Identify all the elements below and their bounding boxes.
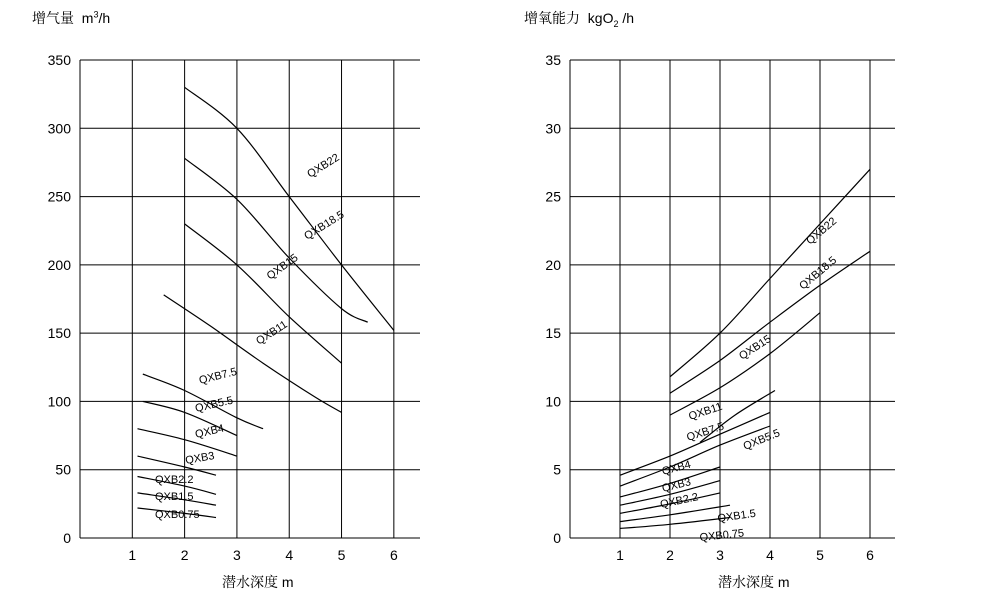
svg-text:QXB7.5: QXB7.5 [685, 420, 726, 444]
svg-text:150: 150 [47, 325, 71, 342]
left-y-axis-unit: m [81, 10, 94, 26]
left-y-axis-unit-exponent: 3 [93, 9, 99, 20]
svg-text:4: 4 [766, 547, 774, 563]
chart-aeration-volume [0, 0, 490, 616]
svg-text:5: 5 [553, 461, 561, 478]
svg-text:QXB4: QXB4 [193, 422, 226, 441]
left-y-axis-unit-tail: /h [98, 10, 111, 26]
svg-text:20: 20 [545, 256, 561, 273]
left-y-axis-title-text: 增气量 [32, 10, 74, 26]
svg-text:QXB0.75: QXB0.75 [699, 527, 745, 544]
svg-text:QXB0.75: QXB0.75 [155, 509, 200, 521]
right-y-axis-unit-tail: /h [622, 10, 635, 26]
svg-text:QXB22: QXB22 [305, 151, 342, 181]
svg-text:QXB3: QXB3 [660, 476, 693, 495]
svg-text:QXB5.5: QXB5.5 [193, 394, 235, 415]
svg-text:25: 25 [545, 188, 561, 205]
left-chart-y-axis-title [32, 8, 110, 28]
svg-text:QXB3: QXB3 [184, 450, 216, 467]
svg-text:0: 0 [553, 530, 561, 546]
chart-oxygenation-capacity [490, 0, 981, 616]
svg-text:QXB1.5: QXB1.5 [716, 507, 757, 525]
svg-text:3: 3 [233, 547, 241, 563]
svg-text:5: 5 [816, 547, 824, 563]
svg-text:300: 300 [47, 120, 71, 137]
right-y-axis-unit: kgO [587, 10, 614, 26]
svg-text:30: 30 [545, 120, 561, 137]
right-y-axis-title-text: 增氧能力 [524, 10, 580, 26]
svg-text:6: 6 [866, 547, 874, 563]
svg-text:2: 2 [180, 547, 189, 563]
svg-text:QXB11: QXB11 [254, 318, 290, 348]
left-chart-plot [0, 0, 490, 616]
svg-text:0: 0 [63, 530, 71, 546]
svg-text:QXB1.5: QXB1.5 [155, 491, 194, 503]
svg-text:QXB2.2: QXB2.2 [155, 474, 194, 486]
svg-text:35: 35 [545, 52, 561, 68]
svg-text:1: 1 [128, 547, 137, 563]
svg-text:QXB15: QXB15 [264, 251, 301, 283]
svg-text:QXB2.2: QXB2.2 [659, 491, 700, 511]
svg-text:350: 350 [47, 52, 71, 68]
svg-text:QXB4: QXB4 [660, 458, 693, 478]
right-chart-x-axis-title: 潜水深度 m [718, 574, 790, 590]
left-chart-x-axis-title: 潜水深度 m [222, 574, 294, 590]
svg-text:QXB5.5: QXB5.5 [741, 427, 782, 453]
svg-text:QXB22: QXB22 [804, 215, 840, 248]
svg-text:QXB7.5: QXB7.5 [197, 365, 239, 387]
svg-text:6: 6 [389, 547, 398, 563]
svg-text:250: 250 [47, 188, 71, 205]
svg-text:4: 4 [285, 547, 294, 563]
svg-text:2: 2 [666, 547, 674, 563]
svg-text:5: 5 [337, 547, 346, 563]
svg-text:10: 10 [545, 393, 561, 410]
svg-text:QXB11: QXB11 [687, 400, 724, 423]
svg-text:1: 1 [616, 547, 624, 563]
svg-text:200: 200 [47, 256, 71, 273]
svg-text:QXB18.5: QXB18.5 [797, 254, 840, 293]
svg-text:3: 3 [716, 547, 724, 563]
right-chart-y-axis-title [524, 8, 634, 29]
svg-text:50: 50 [55, 461, 71, 478]
svg-text:15: 15 [545, 325, 561, 342]
svg-text:QXB18.5: QXB18.5 [302, 208, 347, 243]
right-chart-plot [490, 0, 981, 616]
svg-text:QXB15: QXB15 [737, 333, 774, 363]
svg-text:100: 100 [47, 393, 71, 410]
right-y-axis-unit-subscript: 2 [613, 18, 619, 29]
